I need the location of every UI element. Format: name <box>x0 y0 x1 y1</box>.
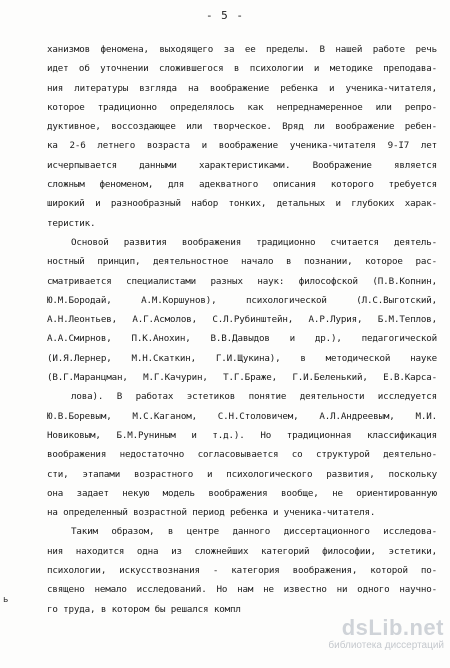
text-line: ностный принцип, деятельностное начало в познании, которое рас- <box>47 256 437 268</box>
text-line: ка 2-6 летнего возраста и воображение ученика-читателя 9-I7 лет <box>47 140 437 152</box>
text-line: лова). В работах эстетиков понятие деятельности исследуется <box>71 391 437 403</box>
text-line: воображения недостаточно согласовывается со структурой деятельно- <box>47 449 437 461</box>
paragraph-first-line: Основой развития воображения традиционно считается деятель- <box>71 236 437 248</box>
margin-mark: ь <box>3 595 9 605</box>
text-line: А.Н.Леонтьев, А.Г.Асмолов, С.Л.Рубинштейн, А.Р.Лурия, Б.М.Теплов, <box>47 314 437 326</box>
text-line: А.А.Смирнов, П.К.Анохин, В.В.Давыдов и др.), педагогической <box>47 333 437 345</box>
text-line: Новиковым, Б.М.Руниным и т.д.). Но традиционная классификация <box>47 429 437 441</box>
watermark-caption: библиотека диссертаций <box>328 640 444 651</box>
text-line: широкий и разнообразный набор тонких, детальных и глубоких харак- <box>47 198 437 210</box>
paragraph-first-line: Таким образом, в центре данного диссертационного исследова- <box>71 526 437 538</box>
text-line: психологии, искусствознания - категория воображения, которой по- <box>47 565 437 577</box>
text-line: дуктивное, воссоздающее или творческое. Вряд ли воображение ребен- <box>47 121 437 133</box>
text-line: ханизмов феномена, выходящего за ее пределы. В нашей работе речь <box>47 44 437 55</box>
text-line: ния находится одна из сложнейших категорий философии, эстетики, <box>47 545 437 557</box>
text-line: ния литературы взгляда на воображение ребенка и ученика-читателя, <box>47 82 437 94</box>
text-line: сложным феноменом, для адекватного описания которого требуется <box>47 179 437 191</box>
text-line: Ю.В.Боревым, М.С.Каганом, С.Н.Столовичем, А.Л.Андреевым, М.И. <box>47 410 437 422</box>
text-line: (И.Я.Лернер, М.Н.Скаткин, Г.И.Щукина), в методической науке <box>47 352 437 364</box>
body-text <box>47 40 437 619</box>
text-line: сти, этапами возрастного и психологического развития, поскольку <box>47 468 437 480</box>
text-line: на определенный возрастной период ребенка и ученика-читателя. <box>47 507 376 519</box>
text-line: (В.Г.Маранцман, М.Г.Качурин, Т.Г.Браже, Г.И.Беленький, Е.В.Карса- <box>47 372 437 384</box>
text-line: теристик. <box>47 217 96 229</box>
page-number: - 5 - <box>205 9 245 22</box>
text-line: идет об уточнении сложившегося в психологии и методике преподава- <box>47 63 437 75</box>
text-line: она задает некую модель воображения вообще, не ориентированную <box>47 487 437 499</box>
text-line: священо немало исследований. Но нам не известно ни одного научно- <box>47 584 437 596</box>
text-line: го труда, в котором бы решался компл <box>47 603 241 615</box>
text-line: Ю.М.Бородай, А.М.Коршунов), психологической (Л.С.Выготский, <box>47 294 437 306</box>
text-line: сматривается специалистами разных наук: философской (П.В.Копнин, <box>47 275 437 287</box>
text-line: исчерпывается данными характеристиками. Воображение является <box>47 159 437 171</box>
watermark-logo: dsLib.net <box>341 615 444 640</box>
text-line: которое традиционно определялось как непреднамеренное или репро- <box>47 101 437 113</box>
watermark <box>294 616 444 656</box>
